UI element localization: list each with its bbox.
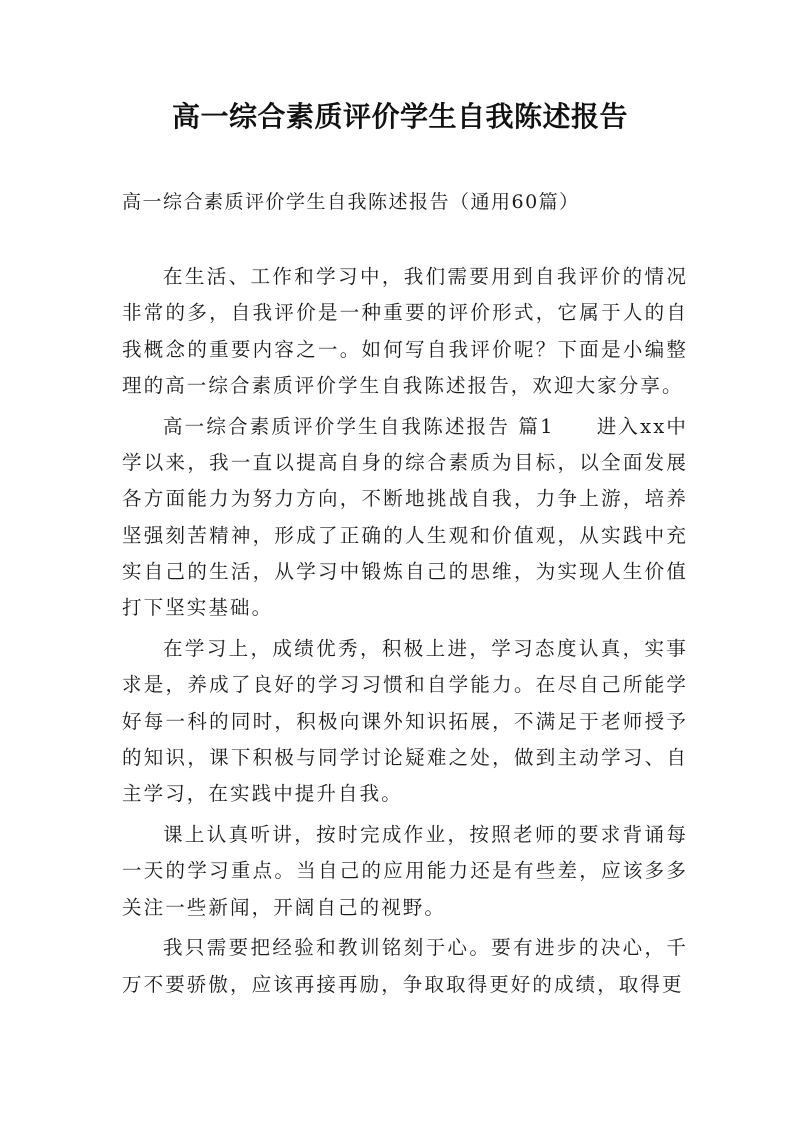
intro-paragraph: 在生活、工作和学习中，我们需要用到自我评价的情况非常的多，自我评价是一种重要的评价形式，它属于人的自我概念的重要内容之一。如何写自我评价呢？下面是小编整理的高一综合素质评价学生自我陈述报告，欢迎大家分享。 xyxy=(122,265,688,397)
section-1-paragraph xyxy=(122,409,688,627)
body-paragraph: 在学习上，成绩优秀，积极上进，学习态度认真，实事求是，养成了良好的学习习惯和自学能力。在尽自己所能学好每一科的同时，积极向课外知识拓展，不满足于老师授予的知识，课下积极与同学讨论疑难之处，做到主动学习、自主学习，在实践中提升自我。 xyxy=(122,636,688,806)
document-title: 高一综合素质评价学生自我陈述报告 xyxy=(171,100,628,133)
body-paragraph: 我只需要把经验和教训铭刻于心。要有进步的决心，千万不要骄傲，应该再接再励，争取取得更好的成绩，取得更 xyxy=(122,936,688,996)
document-body xyxy=(122,259,688,1003)
section-1-lead-text: 进入xx中学以来，我一直以提高自身的综合素质为目标，以全面发展各方面能力为努力方向，不断地挑战自我，力争上游，培养坚强刻苦精神，形成了正确的人生观和价值观，从实践中充实自己的生活，从学习中锻炼自己的思维，为实现人生价值打下坚实基础。 xyxy=(122,414,688,620)
document-subtitle: 高一综合素质评价学生自我陈述报告（通用60篇） xyxy=(122,191,580,213)
section-1-heading: 高一综合素质评价学生自我陈述报告 篇1 xyxy=(162,414,555,438)
body-paragraph: 课上认真听讲，按时完成作业，按照老师的要求背诵每一天的学习重点。当自己的应用能力还是有些差，应该多多关注一些新闻，开阔自己的视野。 xyxy=(122,822,688,919)
